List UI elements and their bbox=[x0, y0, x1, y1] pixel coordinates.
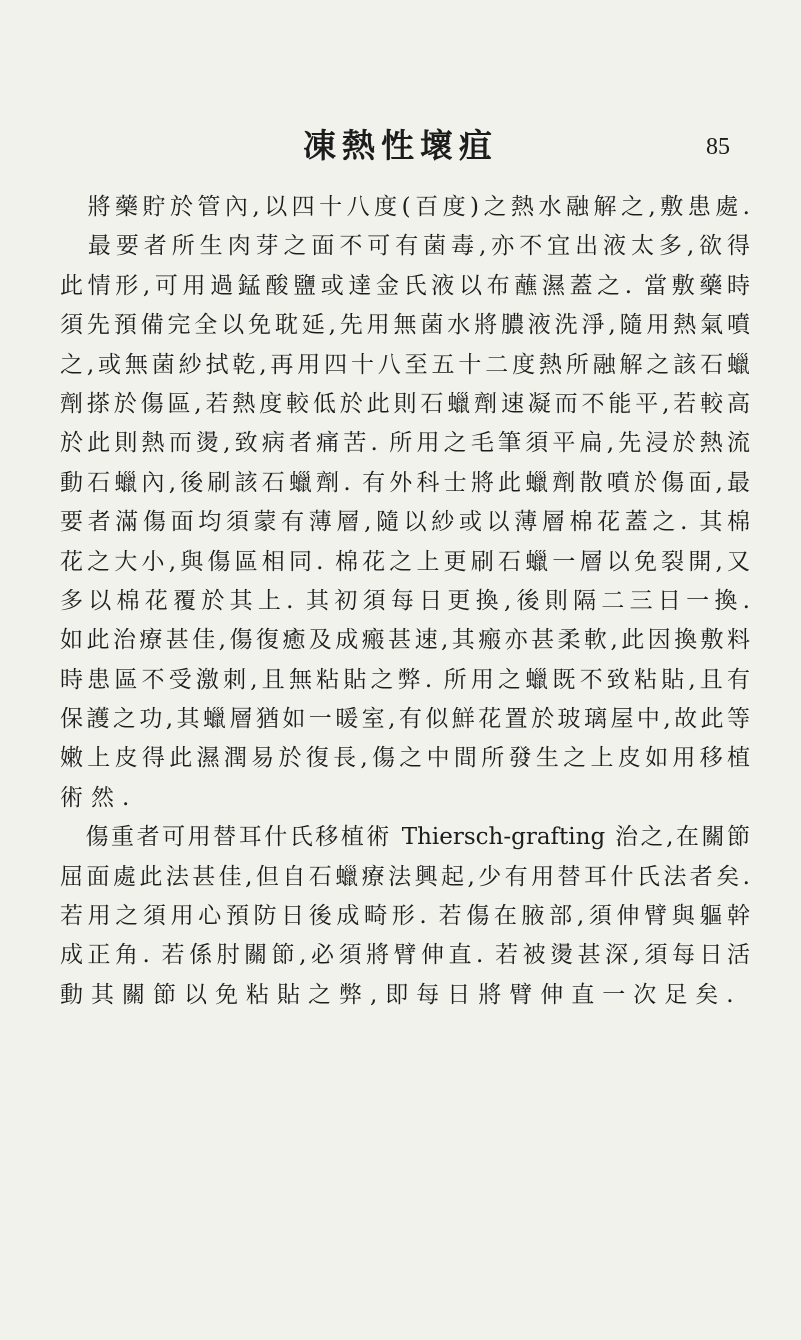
text-line: 此情形,可用過錳酸鹽或達金氏液以布蘸濕蓋之. 當敷藥時 bbox=[60, 272, 750, 299]
page-header bbox=[0, 126, 801, 170]
text-line: 花之大小,與傷區相同. 棉花之上更刷石蠟一層以免裂開,又 bbox=[60, 548, 750, 575]
page-number: 85 bbox=[706, 134, 730, 160]
text-line: 傷重者可用替耳什氏移植術 Thiersch-grafting 治之,在關節 bbox=[60, 824, 750, 851]
text-line: 動其關節以免粘貼之弊,即每日將臂伸直一次足矣. bbox=[60, 981, 742, 1008]
text-line: 術然. bbox=[60, 784, 138, 811]
text-line: 若用之須用心預防日後成畸形. 若傷在腋部,須伸臂與軀幹 bbox=[60, 903, 750, 930]
body-text bbox=[60, 188, 750, 1015]
text-line: 之,或無菌紗拭乾,再用四十八至五十二度熱所融解之該石蠟 bbox=[60, 351, 750, 378]
text-line: 時患區不受激刺,且無粘貼之弊. 所用之蠟既不致粘貼,且有 bbox=[60, 666, 750, 693]
text-line: 保護之功,其蠟層猶如一暖室,有似鮮花置於玻璃屋中,故此等 bbox=[60, 706, 750, 733]
text-line: 將藥貯於管內,以四十八度(百度)之熱水融解之,敷患處. bbox=[60, 194, 750, 220]
text-line: 須先預備完全以免耽延,先用無菌水將膿液洗淨,隨用熱氣噴 bbox=[60, 312, 750, 339]
text-line: 屈面處此法甚佳,但自石蠟療法興起,少有用替耳什氏法者矣. bbox=[60, 863, 750, 890]
text-line: 成正角. 若係肘關節,必須將臂伸直. 若被燙甚深,須每日活 bbox=[60, 942, 750, 969]
text-line: 最要者所生肉芽之面不可有菌毒,亦不宜出液太多,欲得 bbox=[60, 233, 750, 260]
text-line: 於此則熱而燙,致病者痛苦. 所用之毛筆須平扁,先浸於熱流 bbox=[60, 430, 750, 457]
text-line: 多以棉花覆於其上. 其初須每日更換,後則隔二三日一換. bbox=[60, 587, 750, 614]
text-line: 如此治療甚佳,傷復癒及成瘢甚速,其瘢亦甚柔軟,此因換敷料 bbox=[60, 627, 750, 654]
text-line: 劑搽於傷區,若熱度較低於此則石蠟劑速凝而不能平,若較高 bbox=[60, 390, 750, 417]
text-line: 嫩上皮得此濕潤易於復長,傷之中間所發生之上皮如用移植 bbox=[60, 745, 750, 772]
text-line: 動石蠟內,後刷該石蠟劑. 有外科士將此蠟劑散噴於傷面,最 bbox=[60, 469, 750, 496]
text-line: 要者滿傷面均須蒙有薄層,隨以紗或以薄層棉花蓋之. 其棉 bbox=[60, 509, 750, 536]
page-title: 凍熱性壞疽 bbox=[303, 126, 498, 165]
